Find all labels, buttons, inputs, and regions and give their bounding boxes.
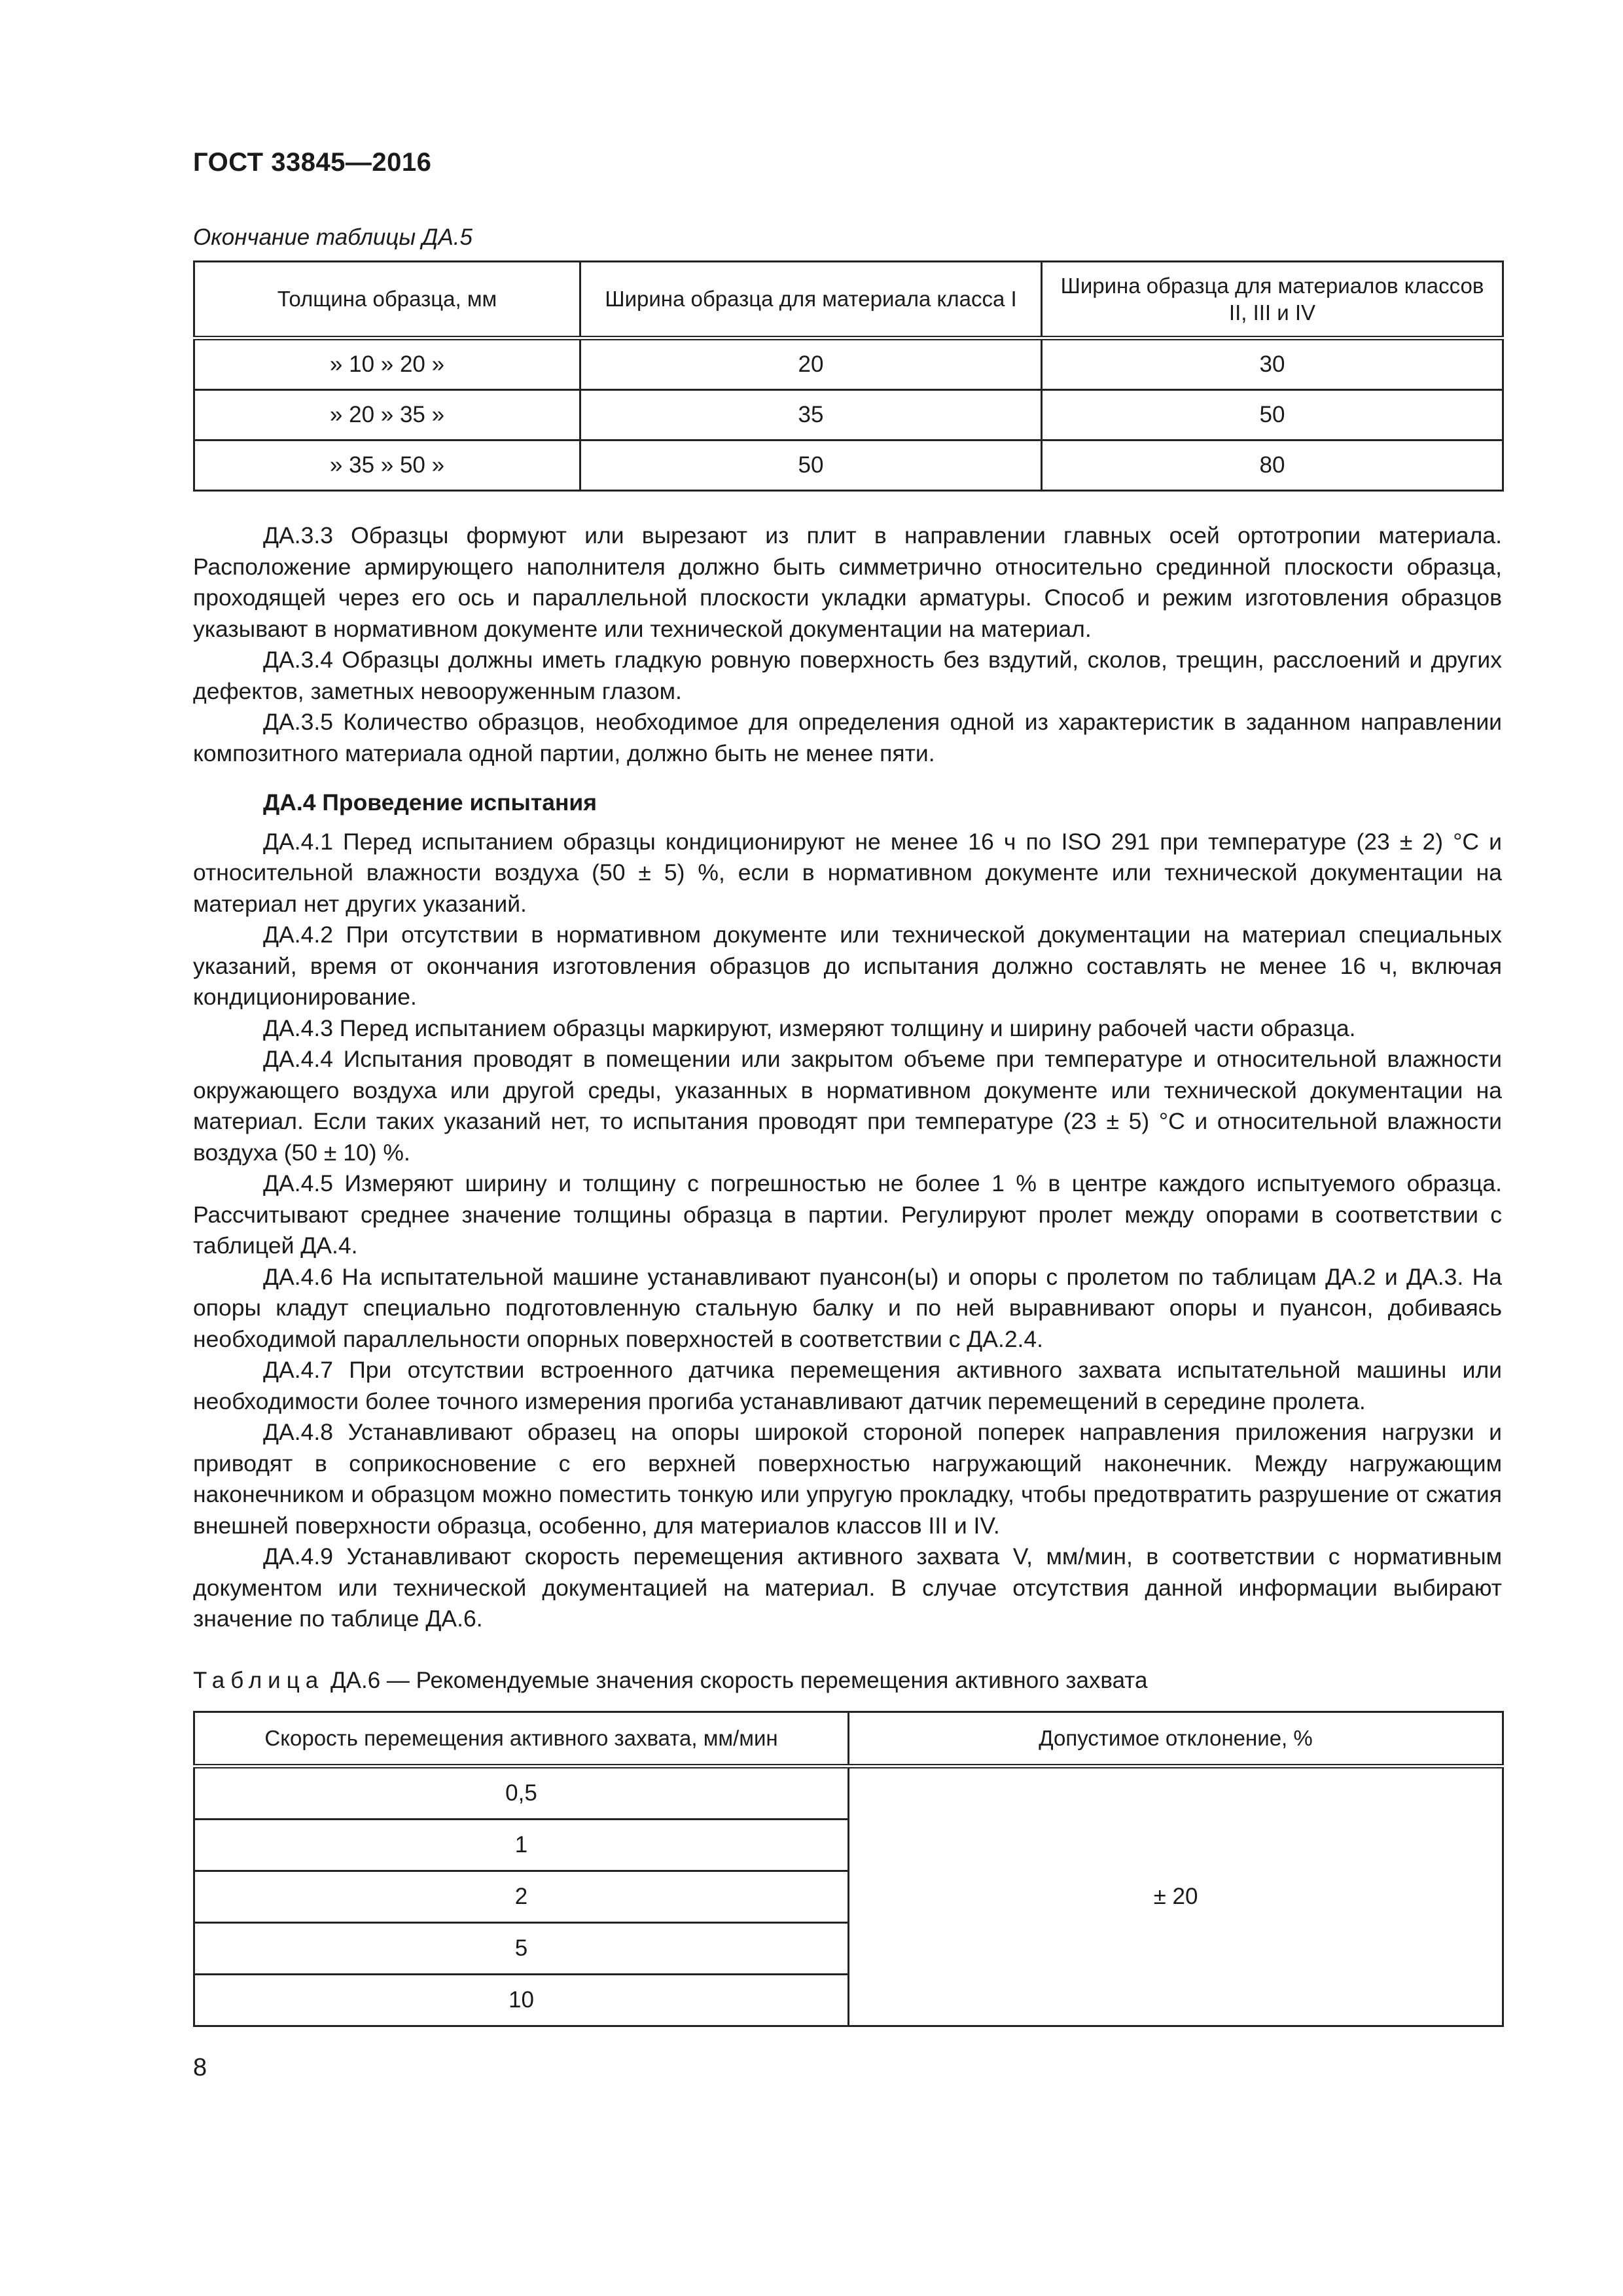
paragraph-da-4-3: ДА.4.3 Перед испытанием образцы маркируют, измеряют толщину и ширину рабочей части образца. xyxy=(263,1014,1356,1041)
deviation-cell: ± 20 xyxy=(849,1767,1503,2026)
table-cell: 5 xyxy=(194,1923,849,1975)
table-cell: 10 xyxy=(194,1975,849,2026)
table-row xyxy=(194,440,1503,491)
table-cell: 2 xyxy=(194,1871,849,1923)
table-cell: 0,5 xyxy=(194,1767,849,1820)
table-cell: 20 xyxy=(580,338,1042,390)
column-header-thickness: Толщина образца, мм xyxy=(194,262,580,338)
table-da6 xyxy=(193,1711,1504,2027)
section-heading-da-4: ДА.4 Проведение испытания xyxy=(263,789,597,816)
table-cell: » 20 » 35 » xyxy=(194,390,580,440)
table-cell: 35 xyxy=(580,390,1042,440)
table-cell: 1 xyxy=(194,1820,849,1871)
table5-caption: Окончание таблицы ДА.5 xyxy=(193,224,473,250)
table-header-row xyxy=(194,262,1503,338)
table-cell: 30 xyxy=(1042,338,1503,390)
paragraph-da-4-8: ДА.4.8 Устанавливают образец на опоры широкой стороной поперек направления приложения нагрузки и приводят в соприкосновение с его верхней поверхностью нагружающий наконечник. Между нагружающим наконечником и образцом можно поместить тонкую или упругую прокладку, чтобы предотвратить разрушение от сжатия внешней поверхности образца, особенно, для материалов классов III и IV. xyxy=(193,1419,1502,1539)
table-label: Таблица xyxy=(193,1668,325,1693)
paragraph-da-3-5: ДА.3.5 Количество образцов, необходимое для определения одной из характеристик в заданном направлении композитного материала одной партии, должно быть не менее пяти. xyxy=(193,709,1502,766)
table-cell: 50 xyxy=(1042,390,1503,440)
paragraph-da-4-7: ДА.4.7 При отсутствии встроенного датчика перемещения активного захвата испытательной машины или необходимости более точного измерения прогиба устанавливают датчик перемещений в середине пролета. xyxy=(193,1357,1502,1414)
paragraph-da-3-3: ДА.3.3 Образцы формуют или вырезают из плит в направлении главных осей ортотропии материала. Расположение армирующего наполнителя должно быть симметрично относительно срединной плоскости образца, проходящей через его ось и параллельной плоскости укладки арматуры. Способ и режим изготовления образцов указывают в нормативном документе или технической документации на материал. xyxy=(193,522,1502,642)
table-cell: » 10 » 20 » xyxy=(194,338,580,390)
table-cell: 80 xyxy=(1042,440,1503,491)
page-number: 8 xyxy=(193,2054,207,2081)
table-header-row xyxy=(194,1712,1503,1767)
column-header-width-class1: Ширина образца для материала класса I xyxy=(580,262,1042,338)
column-header-speed: Скорость перемещения активного захвата, мм/мин xyxy=(194,1712,849,1767)
table-row xyxy=(194,1767,1503,1820)
body-text xyxy=(193,520,1502,1635)
paragraph-da-4-1: ДА.4.1 Перед испытанием образцы кондиционируют не менее 16 ч по ISO 291 при температуре (23 ± 2) °С и относительной влажности воздуха (50 ± 5) %, если в нормативном документе или технической документации на материал нет других указаний. xyxy=(193,828,1502,917)
paragraph-da-4-6: ДА.4.6 На испытательной машине устанавливают пуансон(ы) и опоры с пролетом по таблицам ДА.2 и ДА.3. На опоры кладут специально подготовленную стальную балку и по ней выравнивают опоры и пуансон, добиваясь необходимой параллельности опорных поверхностей в соответствии с ДА.2.4. xyxy=(193,1263,1502,1352)
table-row xyxy=(194,390,1503,440)
column-header-deviation: Допустимое отклонение, % xyxy=(849,1712,1503,1767)
paragraph-da-3-4: ДА.3.4 Образцы должны иметь гладкую ровную поверхность без вздутий, сколов, трещин, расслоений и других дефектов, заметных невооруженным глазом. xyxy=(193,647,1502,704)
paragraph-da-4-5: ДА.4.5 Измеряют ширину и толщину с погрешностью не более 1 % в центре каждого испытуемого образца. Рассчитывают среднее значение толщины образца в партии. Регулируют пролет между опорами в соответствии с таблицей ДА.4. xyxy=(193,1170,1502,1259)
table-row xyxy=(194,338,1503,390)
table-title-text: ДА.6 — Рекомендуемые значения скорость перемещения активного захвата xyxy=(324,1668,1148,1693)
table-cell: 50 xyxy=(580,440,1042,491)
table-da5 xyxy=(193,260,1504,492)
document-header: ГОСТ 33845—2016 xyxy=(193,148,432,177)
table6-title xyxy=(193,1668,1147,1694)
paragraph-da-4-9: ДА.4.9 Устанавливают скорость перемещения активного захвата V, мм/мин, в соответствии с нормативным документом или технической документацией на материал. В случае отсутствия данной информации выбирают значение по таблице ДА.6. xyxy=(193,1543,1502,1632)
paragraph-da-4-4: ДА.4.4 Испытания проводят в помещении или закрытом объеме при температуре и относительной влажности окружающего воздуха или другой среды, указанных в нормативном документе или технической документации на материал. Если таких указаний нет, то испытания проводят при температуре (23 ± 5) °С и относительной влажности воздуха (50 ± 10) %. xyxy=(193,1046,1502,1166)
paragraph-da-4-2: ДА.4.2 При отсутствии в нормативном документе или технической документации на материал специальных указаний, время от окончания изготовления образцов до испытания должно составлять не менее 16 ч, включая кондиционирование. xyxy=(193,922,1502,1010)
table-cell: » 35 » 50 » xyxy=(194,440,580,491)
column-header-width-class2-4: Ширина образца для материалов классов II, III и IV xyxy=(1042,262,1503,338)
